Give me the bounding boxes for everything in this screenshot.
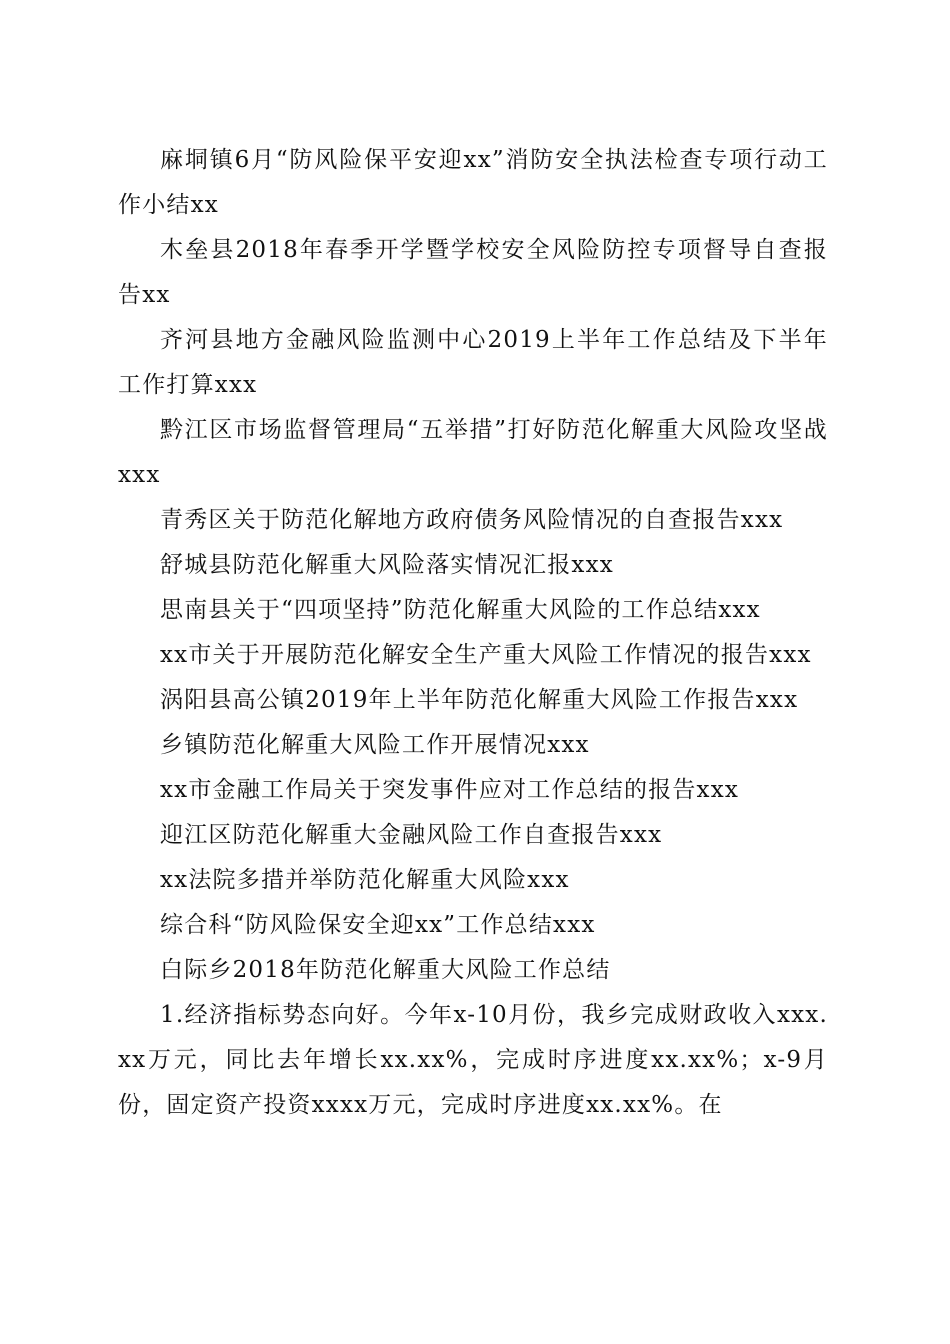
paragraph: xx市金融工作局关于突发事件应对工作总结的报告xxx	[160, 777, 740, 803]
paragraph: xx法院多措并举防范化解重大风险xxx	[160, 867, 570, 893]
paragraph: 1.经济指标势态向好。今年x-10月份，我乡完成财政收入xxx.xx万元，同比去年增长xx.xx%，完成时序进度xx.xx%；x-9月份，固定资产投资xxxx万元，完成时序进度xx.xx%。在	[118, 1002, 828, 1118]
paragraph: 木垒县2018年春季开学暨学校安全风险防控专项督导自查报告xx	[118, 237, 828, 308]
paragraph: 青秀区关于防范化解地方政府债务风险情况的自查报告xxx	[160, 507, 784, 533]
paragraph: 舒城县防范化解重大风险落实情况汇报xxx	[160, 552, 614, 578]
paragraph: 黔江区市场监督管理局“五举措”打好防范化解重大风险攻坚战xxx	[118, 417, 828, 488]
paragraph: 思南县关于“四项坚持”防范化解重大风险的工作总结xxx	[160, 597, 761, 623]
paragraph: 麻垌镇6月“防风险保平安迎xx”消防安全执法检查专项行动工作小结xx	[118, 147, 828, 218]
paragraph: 迎江区防范化解重大金融风险工作自查报告xxx	[160, 822, 663, 848]
paragraph: 齐河县地方金融风险监测中心2019上半年工作总结及下半年工作打算xxx	[118, 327, 828, 398]
paragraph: 涡阳县高公镇2019年上半年防范化解重大风险工作报告xxx	[160, 687, 799, 713]
paragraph: 乡镇防范化解重大风险工作开展情况xxx	[160, 732, 590, 758]
document-body	[118, 138, 828, 1128]
paragraph: xx市关于开展防范化解安全生产重大风险工作情况的报告xxx	[160, 642, 812, 668]
paragraph: 白际乡2018年防范化解重大风险工作总结	[160, 957, 611, 983]
paragraph: 综合科“防风险保安全迎xx”工作总结xxx	[160, 912, 596, 938]
